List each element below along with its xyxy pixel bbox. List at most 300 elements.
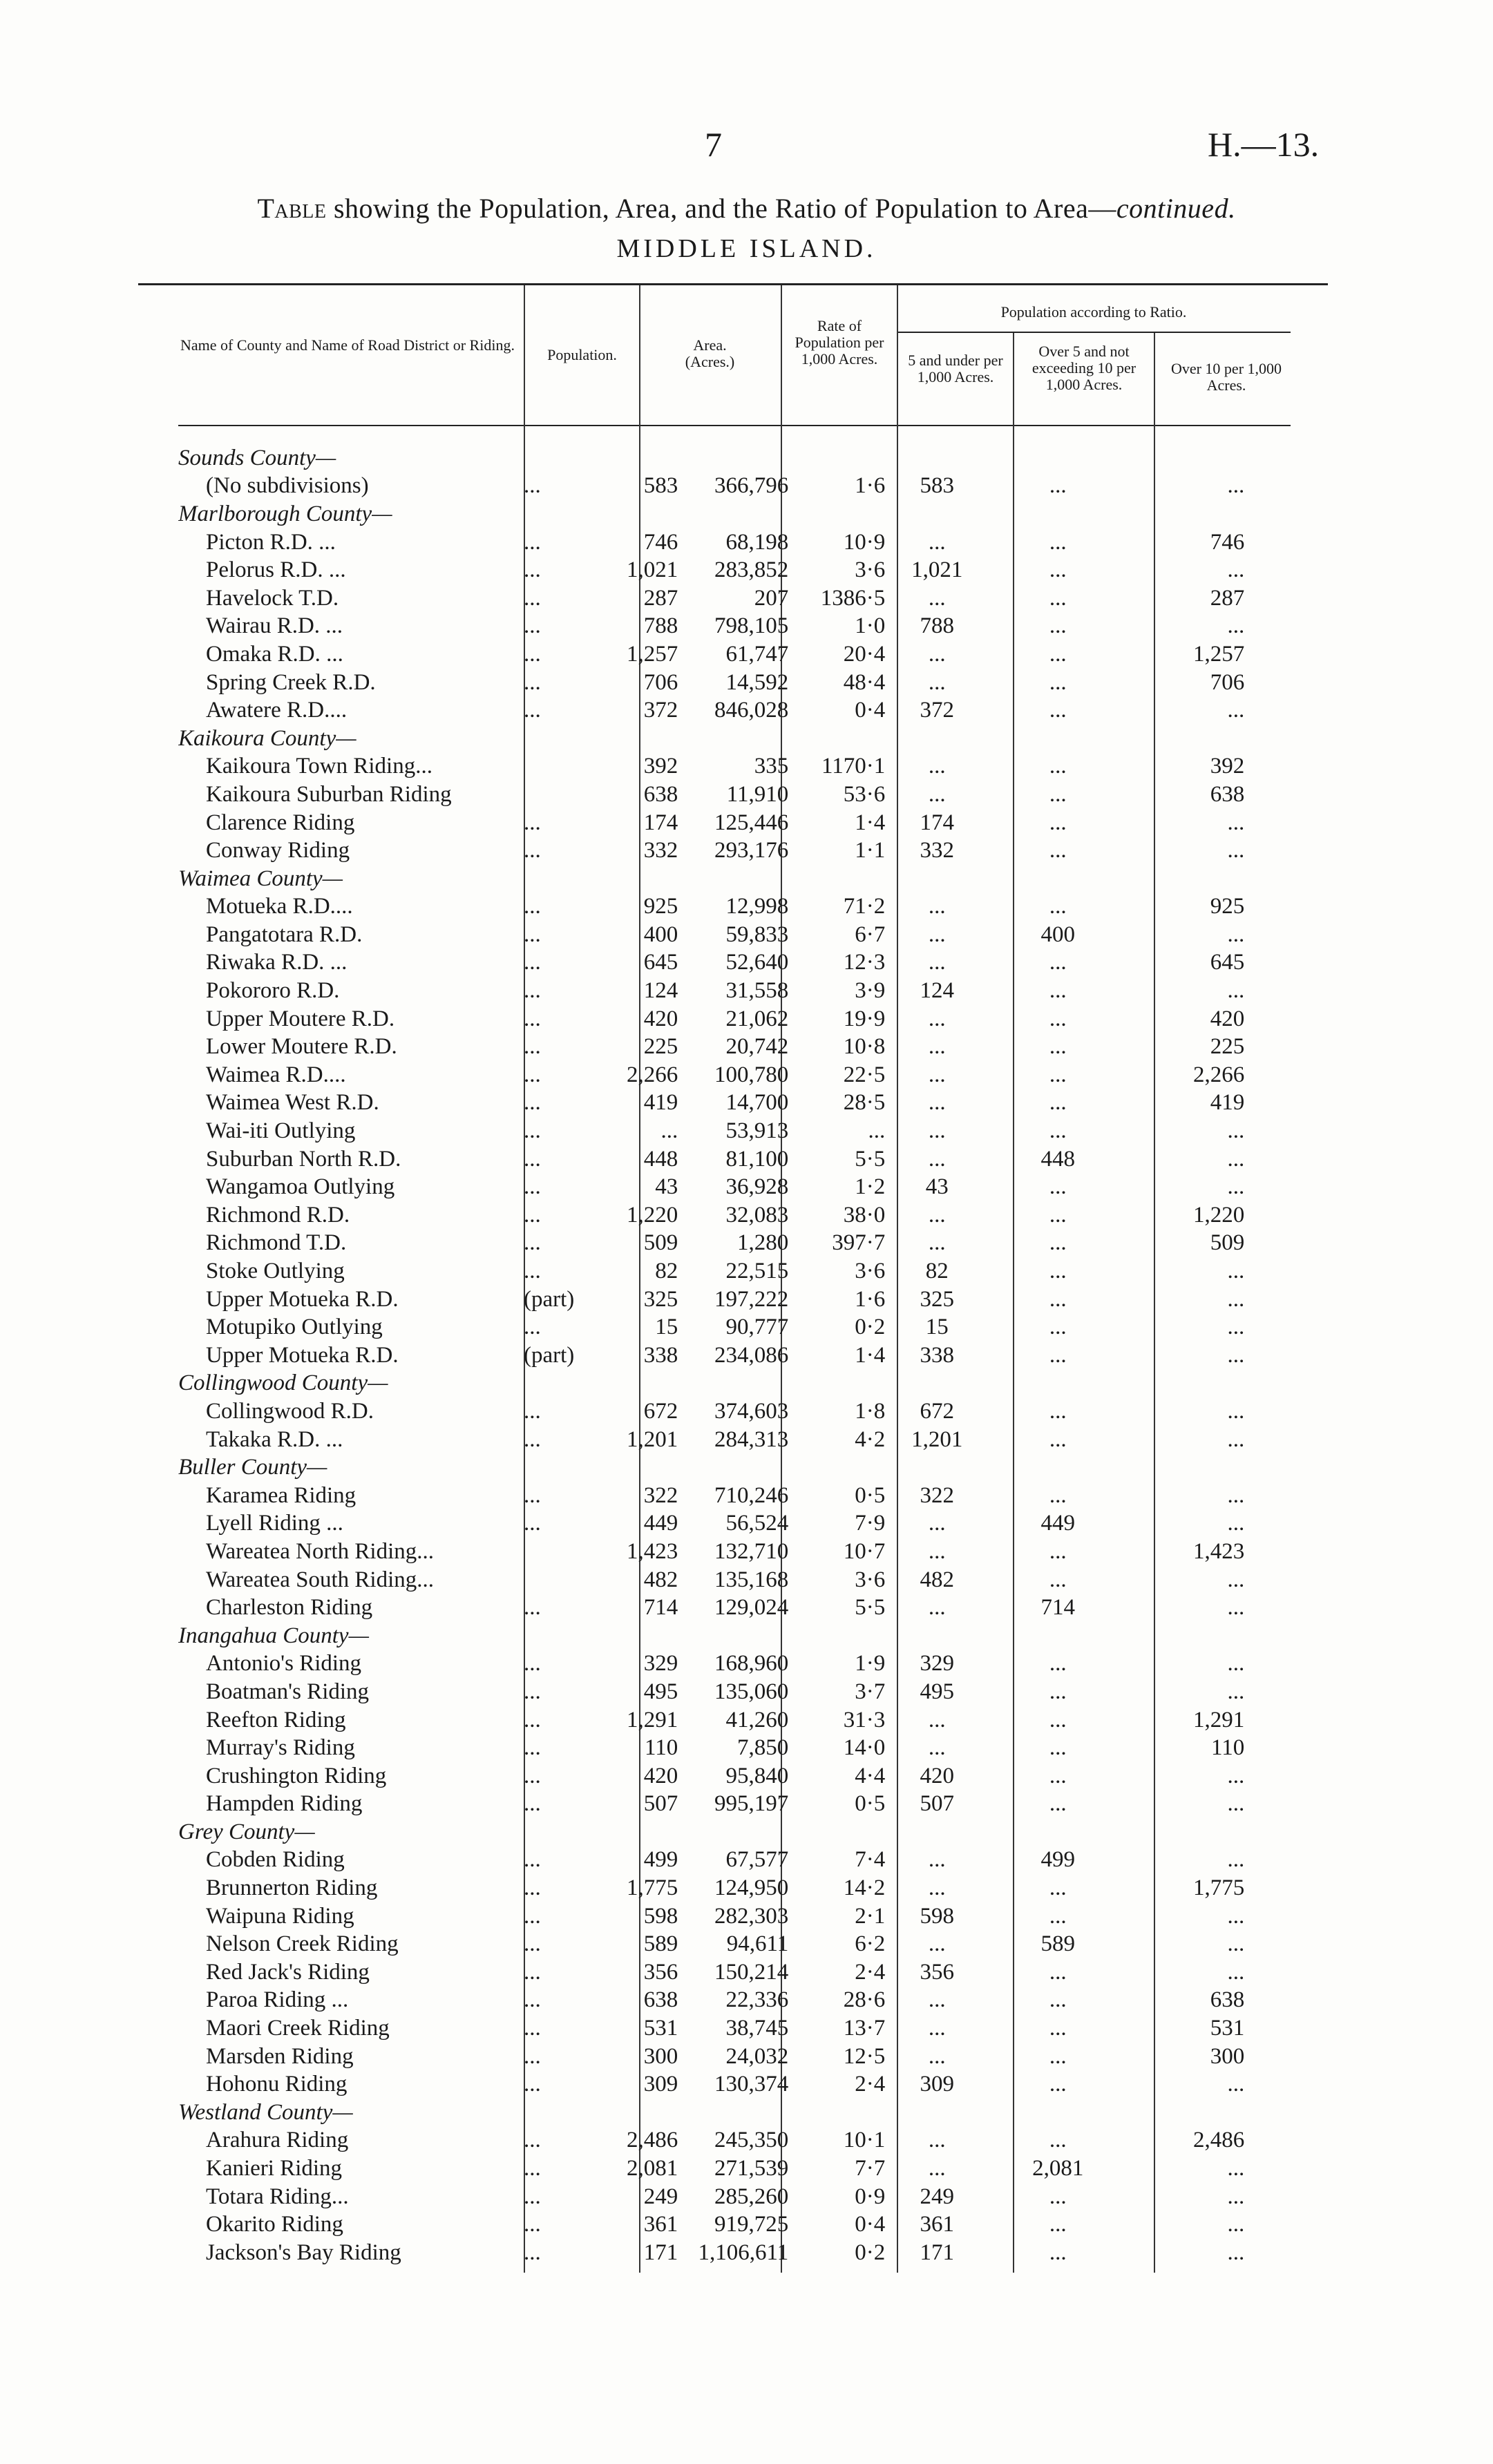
population-cell: 300 [643,2043,678,2069]
rate-cell: 12·3 [843,950,886,975]
population-cell: 788 [643,613,678,639]
table-row [178,528,1244,557]
rate-cell: 1·4 [855,1342,886,1368]
population-cell: 43 [655,1174,678,1200]
leader-dots: ... [524,641,541,667]
leader-dots: ... [524,978,541,1004]
over-10-cell: ... [1227,1398,1245,1424]
district-name: Murray's Riding [206,1735,355,1761]
leader-dots: ... [524,1735,541,1761]
over-5-cell: ... [1049,557,1067,583]
under-5-cell: 495 [920,1679,955,1704]
rate-cell: 53·6 [843,781,886,807]
county-heading-row [178,1622,1244,1650]
over-10-cell: 420 [1210,1006,1245,1031]
population-cell: 1,775 [627,1875,678,1901]
population-cell: 174 [643,810,678,835]
over-5-cell: ... [1049,1230,1067,1256]
over-10-cell: ... [1227,2072,1245,2097]
leader-dots: ... [524,1062,541,1087]
district-name: Havelock T.D. [206,585,339,611]
over-5-cell: ... [1049,1202,1067,1228]
table-row [178,2127,1244,2155]
district-name: Wareatea North Riding... [206,1538,434,1564]
over-10-cell: 1,775 [1193,1875,1245,1901]
rate-cell: 2·4 [855,1959,886,1985]
table-row [178,1061,1244,1089]
district-name: Totara Riding... [206,2184,349,2209]
area-cell: 95,840 [725,1763,789,1788]
under-5-cell: 332 [920,838,955,863]
over-10-cell: 638 [1210,781,1245,807]
population-cell: 1,220 [627,1202,678,1228]
over-10-cell: 110 [1211,1735,1245,1761]
area-cell: 282,303 [714,1903,789,1929]
population-cell: ... [660,1118,678,1144]
table-row [178,921,1244,949]
under-5-cell: 174 [920,810,955,835]
population-cell: 672 [643,1398,678,1424]
under-5-cell: ... [928,1511,946,1536]
under-5-cell: ... [928,2016,946,2041]
table-row [178,2183,1244,2211]
under-5-cell: ... [928,754,946,779]
district-name: Pokororo R.D. [206,978,340,1004]
over-10-cell: 287 [1210,585,1245,611]
county-name: Grey County— [178,1819,315,1844]
table-row [178,1594,1244,1622]
population-cell: 1,257 [627,641,678,667]
table-row [178,1145,1244,1174]
table-row [178,1958,1244,1987]
over-10-cell: ... [1227,1847,1245,1873]
county-heading-row [178,1453,1244,1482]
over-10-cell: 2,266 [1193,1062,1245,1087]
leader-dots [524,1566,574,1594]
rate-cell: 10·9 [843,529,886,555]
over-5-cell: ... [1049,754,1067,779]
under-5-cell: ... [928,1230,946,1256]
district-name: Reefton Riding [206,1707,346,1732]
area-cell: 14,592 [725,669,789,695]
population-cell: 746 [643,529,678,555]
district-name: Charleston Riding [206,1595,373,1621]
over-5-cell: ... [1049,894,1067,919]
table-row [178,2043,1244,2071]
area-cell: 32,083 [725,1202,789,1228]
rate-cell: 1·6 [855,473,886,499]
under-5-cell: 420 [920,1763,955,1788]
leader-dots: ... [524,2016,541,2041]
over-10-cell: 1,423 [1193,1538,1245,1564]
county-heading-row [178,444,1244,472]
over-10-cell: ... [1227,1959,1245,1985]
under-5-cell: 322 [920,1482,955,1508]
county-name: Kaikoura County— [178,725,356,751]
district-name: Kanieri Riding [206,2156,343,2181]
table-row [178,696,1244,725]
over-5-cell: ... [1049,2239,1067,2265]
table-row [178,781,1244,809]
over-10-cell: ... [1227,978,1245,1004]
over-5-cell: ... [1049,1567,1067,1592]
table-row [178,669,1244,697]
rate-cell: 12·5 [843,2043,886,2069]
header-name: Name of County and Name of Road District or Riding. [180,336,515,354]
table-row [178,556,1244,584]
area-cell: 125,446 [714,810,789,835]
area-cell: 798,105 [714,613,789,639]
population-cell: 171 [643,2239,678,2265]
leader-dots: ... [524,2156,541,2181]
page-reference: H.—13. [1208,125,1320,164]
district-name: Upper Moutere R.D. [206,1006,395,1031]
table-row [178,1734,1244,1762]
under-5-cell: ... [928,894,946,919]
table-row [178,1482,1244,1510]
leader-dots: ... [524,1146,541,1172]
population-cell: 495 [643,1679,678,1704]
over-5-cell: ... [1049,1651,1067,1677]
district-name: Brunnerton Riding [206,1875,378,1901]
over-10-cell: ... [1227,1146,1245,1172]
over-5-cell: ... [1049,1118,1067,1144]
population-cell: 507 [643,1791,678,1817]
rate-cell: 2·1 [855,1903,886,1929]
table-row [178,1874,1244,1902]
over-5-cell: ... [1049,698,1067,723]
population-cell: 1,291 [627,1707,678,1732]
leader-dots: ... [524,1959,541,1985]
area-cell: 234,086 [714,1342,789,1368]
district-name: Riwaka R.D. ... [206,950,348,975]
under-5-cell: 507 [920,1791,955,1817]
leader-dots: ... [524,1931,541,1957]
area-cell: 56,524 [725,1511,789,1536]
header-bottom-rule [178,425,1291,426]
under-5-cell: ... [928,921,946,947]
table-row [178,1005,1244,1033]
area-cell: 374,603 [714,1398,789,1424]
district-name: Richmond T.D. [206,1230,347,1256]
over-5-cell: ... [1049,781,1067,807]
rate-cell: 2·4 [855,2072,886,2097]
rate-cell: 0·5 [855,1791,886,1817]
county-name: Marlborough County— [178,501,392,526]
district-name: Upper Motueka R.D. [206,1342,399,1368]
leader-dots: (part) [524,1286,575,1312]
population-cell: 645 [643,950,678,975]
area-cell: 135,060 [714,1679,789,1704]
under-5-cell: ... [928,781,946,807]
over-10-cell: ... [1227,1259,1245,1284]
over-5-cell: ... [1049,585,1067,611]
table-row [178,1706,1244,1735]
under-5-cell: 583 [920,473,955,499]
over-5-cell: ... [1049,669,1067,695]
population-table [178,444,1244,2267]
under-5-cell: ... [928,1875,946,1901]
over-5-cell: ... [1049,2212,1067,2237]
area-cell: 41,260 [725,1707,789,1732]
under-5-cell: 1,021 [911,557,963,583]
district-name: Nelson Creek Riding [206,1931,399,1957]
over-5-cell: ... [1049,2072,1067,2097]
over-5-cell: ... [1049,1482,1067,1508]
rate-cell: 397·7 [832,1230,886,1256]
area-cell: 135,168 [714,1567,789,1592]
area-cell: 919,725 [714,2212,789,2237]
district-name: Picton R.D. ... [206,529,336,555]
table-body [178,444,1244,2267]
area-cell: 7,850 [737,1735,789,1761]
leader-dots: ... [524,838,541,863]
area-cell: 710,246 [714,1482,789,1508]
over-10-cell: 638 [1210,1987,1245,2013]
district-name: Motupiko Outlying [206,1315,383,1340]
under-5-cell: 361 [920,2212,955,2237]
district-name: Wangamoa Outlying [206,1174,395,1200]
rate-cell: 0·2 [855,2239,886,2265]
over-10-cell: ... [1227,1118,1245,1144]
over-5-cell: ... [1049,1763,1067,1788]
title-suffix: continued. [1116,193,1236,224]
population-cell: 332 [643,838,678,863]
leader-dots: ... [524,1847,541,1873]
over-10-cell: ... [1227,1763,1245,1788]
over-5-cell: 400 [1040,921,1076,947]
population-cell: 287 [643,585,678,611]
leader-dots: ... [524,1090,541,1116]
under-5-cell: ... [928,529,946,555]
under-5-cell: ... [928,1931,946,1957]
over-10-cell: 419 [1210,1090,1245,1116]
leader-dots: ... [524,1202,541,1228]
table-row [178,1313,1244,1341]
area-cell: 150,214 [714,1959,789,1985]
rate-cell: 6·2 [855,1931,886,1957]
leader-dots: ... [524,2043,541,2069]
under-5-cell: 43 [925,1174,949,1200]
district-name: (No subdivisions) [206,473,369,499]
district-name: Marsden Riding [206,2043,354,2069]
leader-dots: ... [524,1791,541,1817]
rate-cell: 0·9 [855,2184,886,2209]
district-name: Stoke Outlying [206,1259,345,1284]
under-5-cell: ... [928,1538,946,1564]
over-5-cell: ... [1049,1315,1067,1340]
over-10-cell: ... [1227,1342,1245,1368]
over-10-cell: 1,291 [1193,1707,1245,1732]
district-name: Upper Motueka R.D. [206,1286,399,1312]
under-5-cell: ... [928,641,946,667]
population-cell: 309 [643,2072,678,2097]
population-cell: 419 [643,1090,678,1116]
population-cell: 225 [643,1034,678,1060]
leader-dots: ... [524,1034,541,1060]
table-row [178,1566,1244,1594]
over-10-cell: ... [1227,1903,1245,1929]
over-5-cell: ... [1049,1903,1067,1929]
over-10-cell: 509 [1210,1230,1245,1256]
area-cell: 12,998 [725,894,789,919]
over-10-cell: 706 [1210,669,1245,695]
population-cell: 583 [643,473,678,499]
area-cell: 22,336 [725,1987,789,2013]
leader-dots: ... [524,2072,541,2097]
table-row [178,809,1244,837]
district-name: Wai-iti Outlying [206,1118,356,1144]
under-5-cell: 329 [920,1651,955,1677]
leader-dots: ... [524,1651,541,1677]
rate-cell: 3·6 [855,557,886,583]
over-5-cell: ... [1049,1707,1067,1732]
under-5-cell: ... [928,1090,946,1116]
leader-dots: ... [524,1707,541,1732]
district-name: Arahura Riding [206,2128,349,2153]
area-cell: 21,062 [725,1006,789,1031]
over-5-cell: 714 [1040,1595,1076,1621]
leader-dots: ... [524,613,541,639]
area-cell: 61,747 [725,641,789,667]
area-cell: 81,100 [725,1146,789,1172]
table-row [178,1117,1244,1145]
over-5-cell: ... [1049,613,1067,639]
area-cell: 1,106,611 [698,2239,789,2265]
over-5-cell: ... [1049,529,1067,555]
area-cell: 366,796 [714,473,789,499]
rate-cell: 5·5 [855,1595,886,1621]
population-cell: 2,081 [627,2156,678,2181]
area-cell: 31,558 [725,978,789,1004]
population-cell: 124 [643,978,678,1004]
district-name: Jackson's Bay Riding [206,2239,401,2265]
table-row [178,472,1244,501]
area-cell: 52,640 [725,950,789,975]
rate-cell: 48·4 [843,669,886,695]
rate-cell: 13·7 [843,2016,886,2041]
over-5-cell: ... [1049,1034,1067,1060]
district-name: Karamea Riding [206,1482,356,1508]
under-5-cell: 309 [920,2072,955,2097]
district-name: Kaikoura Town Riding... [206,754,432,779]
table-row [178,753,1244,781]
rate-cell: 0·4 [855,698,886,723]
under-5-cell: ... [928,1006,946,1031]
leader-dots [524,753,574,781]
district-name: Kaikoura Suburban Riding [206,781,452,807]
area-cell: 68,198 [725,529,789,555]
area-cell: 1,280 [737,1230,789,1256]
table-row [178,837,1244,865]
county-heading-row [178,2099,1244,2127]
title-prefix: Table [257,193,327,224]
header-over-10: Over 10 per 1,000 Acres. [1170,360,1282,394]
area-cell: 293,176 [714,838,789,863]
table-row [178,1987,1244,2015]
table-row [178,2155,1244,2183]
table-row [178,1257,1244,1286]
over-5-cell: ... [1049,1679,1067,1704]
under-5-cell: ... [928,2156,946,2181]
leader-dots [524,781,574,809]
rate-cell: 3·9 [855,978,886,1004]
population-cell: 1,201 [627,1426,678,1452]
leader-dots: ... [524,2239,541,2265]
district-name: Pelorus R.D. ... [206,557,346,583]
population-cell: 361 [643,2212,678,2237]
population-cell: 420 [643,1006,678,1031]
rate-cell: 4·4 [855,1763,886,1788]
under-5-cell: 15 [925,1315,949,1340]
leader-dots: ... [524,529,541,555]
district-name: Conway Riding [206,838,350,863]
table-row [178,2070,1244,2099]
top-rule [138,283,1328,285]
area-cell: 94,611 [726,1931,789,1957]
leader-dots: ... [524,1006,541,1031]
table-row [178,640,1244,669]
district-name: Wareatea South Riding... [206,1567,435,1592]
population-cell: 638 [643,781,678,807]
rate-cell: 14·2 [843,1875,886,1901]
leader-dots: ... [524,1398,541,1424]
over-10-cell: ... [1227,1679,1245,1704]
table-row [178,1397,1244,1426]
population-cell: 2,266 [627,1062,678,1087]
area-cell: 995,197 [714,1791,789,1817]
header-ratio-group: Population according to Ratio. [1000,303,1187,321]
district-name: Hohonu Riding [206,2072,348,2097]
over-5-cell: ... [1049,2043,1067,2069]
district-name: Maori Creek Riding [206,2016,390,2041]
county-heading-row [178,1370,1244,1398]
leader-dots: ... [524,894,541,919]
over-10-cell: 392 [1210,754,1245,779]
table-row [178,1089,1244,1118]
population-cell: 420 [643,1763,678,1788]
over-5-cell: 448 [1040,1146,1076,1172]
over-5-cell: ... [1049,1735,1067,1761]
table-row [178,1033,1244,1061]
leader-dots: ... [524,1679,541,1704]
over-10-cell: 1,257 [1193,641,1245,667]
county-name: Inangahua County— [178,1623,369,1648]
over-5-cell: ... [1049,1062,1067,1087]
leader-dots: ... [524,1903,541,1929]
under-5-cell: ... [928,1595,946,1621]
table-row [178,1930,1244,1958]
table-row [178,2239,1244,2267]
under-5-cell: ... [928,1062,946,1087]
county-name: Waimea County— [178,866,343,891]
area-cell: 129,024 [714,1595,789,1621]
leader-dots: ... [524,1230,541,1256]
rate-cell: 1·0 [855,613,886,639]
leader-dots: ... [524,557,541,583]
rate-cell: 1·4 [855,810,886,835]
area-cell: 100,780 [714,1062,789,1087]
over-5-cell: ... [1049,1791,1067,1817]
title-main: showing the Population, Area, and the Ratio of Population to Area— [326,193,1116,224]
over-5-cell: 499 [1040,1847,1076,1873]
under-5-cell: 356 [920,1959,955,1985]
under-5-cell: ... [928,1034,946,1060]
over-5-cell: 589 [1040,1931,1076,1957]
under-5-cell: 482 [920,1567,955,1592]
leader-dots [524,1538,574,1566]
table-row [178,2210,1244,2239]
